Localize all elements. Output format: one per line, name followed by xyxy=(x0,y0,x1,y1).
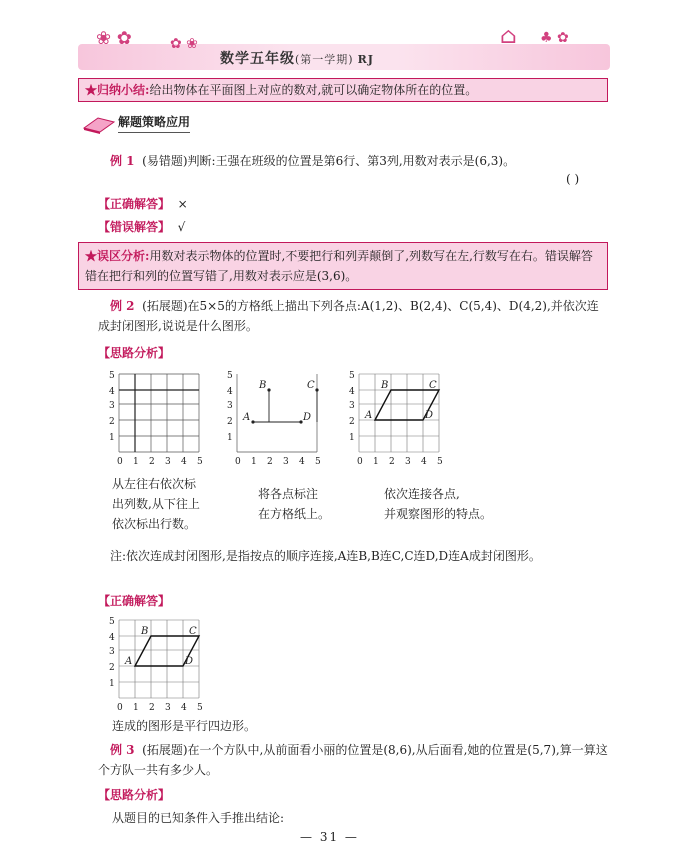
y-tick: 4 xyxy=(227,387,233,397)
y-tick: 5 xyxy=(109,617,115,627)
point-a xyxy=(251,420,254,423)
x-tick: 5 xyxy=(197,703,203,713)
y-tick: 4 xyxy=(349,387,355,397)
x-tick: 1 xyxy=(133,703,139,713)
grid-1 xyxy=(105,366,210,468)
x-tick: 3 xyxy=(165,703,171,713)
y-tick: 1 xyxy=(109,679,115,689)
tree-decoration-icon: ♣ ✿ xyxy=(540,30,569,46)
label-b: B xyxy=(381,380,389,391)
house-decoration-icon: ⌂ xyxy=(500,24,517,49)
caption-3: 依次连接各点, 并观察图形的特点。 xyxy=(384,487,493,521)
label-c: C xyxy=(307,380,315,391)
x-tick: 5 xyxy=(197,457,203,467)
y-tick: 3 xyxy=(109,401,115,411)
label-b: B xyxy=(259,380,267,391)
example2-correct-label: 【正确解答】 xyxy=(98,594,171,608)
star-icon: ★ xyxy=(85,249,98,263)
book-icon xyxy=(82,112,116,134)
x-tick: 3 xyxy=(283,457,289,467)
y-tick: 3 xyxy=(109,647,115,657)
grid-3 xyxy=(345,366,450,468)
x-tick: 4 xyxy=(181,703,187,713)
x-tick: 5 xyxy=(437,457,443,467)
example3-analysis-text: 从题目的已知条件入手推出结论: xyxy=(112,811,285,825)
bunny-decoration-icon: ❀ ✿ xyxy=(96,28,132,49)
x-tick: 1 xyxy=(373,457,379,467)
example1-wrong: 【错误解答】 √ xyxy=(98,220,186,234)
x-tick: 2 xyxy=(149,457,155,467)
y-tick: 5 xyxy=(349,371,355,381)
x-tick: 0 xyxy=(235,457,241,467)
star-icon: ★ xyxy=(85,83,98,97)
example2-answer: 连成的图形是平行四边形。 xyxy=(112,719,257,733)
x-tick: 2 xyxy=(267,457,273,467)
y-tick: 1 xyxy=(349,433,355,443)
x-tick: 1 xyxy=(251,457,257,467)
grid-2 xyxy=(223,366,328,468)
y-tick: 4 xyxy=(109,387,115,397)
label-d: D xyxy=(303,412,312,423)
point-c xyxy=(315,388,318,391)
x-tick: 0 xyxy=(117,703,123,713)
y-tick: 3 xyxy=(227,401,233,411)
x-tick: 0 xyxy=(117,457,123,467)
page-header-title: 数学五年级(第一学期) RJ xyxy=(220,51,374,67)
example2-analysis-label: 【思路分析】 xyxy=(98,346,171,360)
x-tick: 1 xyxy=(133,457,139,467)
answer-grid xyxy=(105,612,210,714)
y-tick: 2 xyxy=(109,663,115,673)
summary-box: ★归纳小结:给出物体在平面图上对应的数对,就可以确定物体所在的位置。 xyxy=(78,78,608,102)
example3-analysis-label: 【思路分析】 xyxy=(98,788,171,802)
cross-mark: × xyxy=(177,197,188,211)
x-tick: 4 xyxy=(181,457,187,467)
y-tick: 5 xyxy=(227,371,233,381)
label-c: C xyxy=(189,626,197,637)
label-b: B xyxy=(141,626,149,637)
y-tick: 5 xyxy=(109,371,115,381)
label-a: A xyxy=(125,656,133,667)
y-tick: 2 xyxy=(227,417,233,427)
error-analysis-box: ★误区分析:用数对表示物体的位置时,不要把行和列弄颠倒了,列数写在左,行数写在右。错误解答错在把行和列的位置写错了,用数对表示应是(3,6)。 xyxy=(78,242,608,290)
y-tick: 1 xyxy=(109,433,115,443)
x-tick: 2 xyxy=(389,457,395,467)
x-tick: 4 xyxy=(421,457,427,467)
answer-bracket: ( ) xyxy=(566,172,580,186)
x-tick: 0 xyxy=(357,457,363,467)
x-tick: 3 xyxy=(405,457,411,467)
y-tick: 4 xyxy=(109,633,115,643)
caption-2: 将各点标注 在方格纸上。 xyxy=(258,487,331,521)
example2-question: 例 2 (拓展题)在5×5的方格纸上描出下列各点:A(1,2)、B(2,4)、C(5,4)、D(4,2),并依次连成封闭图形,说说是什么图形。 xyxy=(98,299,599,333)
label-a: A xyxy=(365,410,373,421)
page-number: — 31 — xyxy=(300,830,359,844)
example1-correct: 【正确解答】 × xyxy=(98,197,188,211)
y-tick: 2 xyxy=(349,417,355,427)
label-a: A xyxy=(243,412,251,423)
label-d: D xyxy=(185,656,194,667)
x-tick: 3 xyxy=(165,457,171,467)
check-mark: √ xyxy=(177,220,186,234)
example3-question: 例 3 (拓展题)在一个方队中,从前面看小丽的位置是(8,6),从后面看,她的位置是(5,7),算一算这个方队一共有多少人。 xyxy=(98,743,608,777)
x-tick: 2 xyxy=(149,703,155,713)
y-tick: 2 xyxy=(109,417,115,427)
example1-question: 例 1 (易错题)判断:王强在班级的位置是第6行、第3列,用数对表示是(6,3)。 xyxy=(110,154,516,168)
caption-1: 从左往右依次标 出列数,从下往上 依次标出行数。 xyxy=(112,477,200,531)
flower-decoration-icon: ✿ ❀ xyxy=(170,36,198,52)
y-tick: 3 xyxy=(349,401,355,411)
x-tick: 5 xyxy=(315,457,321,467)
y-tick: 1 xyxy=(227,433,233,443)
label-d: D xyxy=(425,410,434,421)
section-title: 解题策略应用 xyxy=(118,112,190,133)
point-b xyxy=(267,388,270,391)
note-text: 注:依次连成封闭图形,是指按点的顺序连接,A连B,B连C,C连D,D连A成封闭图形。 xyxy=(110,549,541,563)
label-c: C xyxy=(429,380,437,391)
x-tick: 4 xyxy=(299,457,305,467)
